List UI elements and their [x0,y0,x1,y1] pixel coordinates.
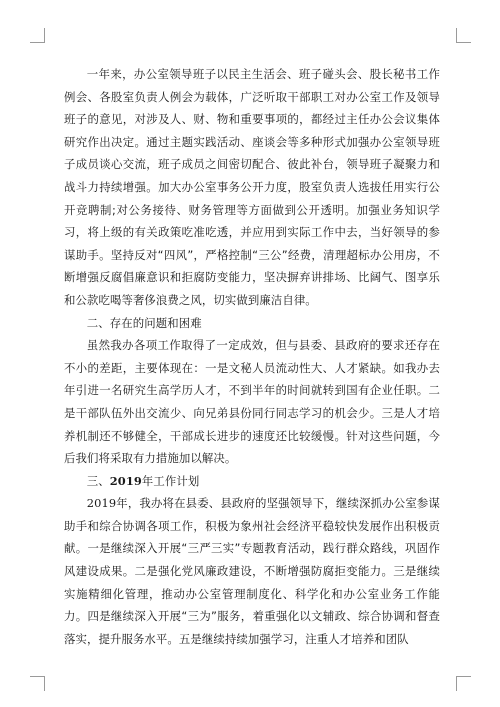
crop-mark-bottom-left [30,676,45,691]
crop-mark-bottom-right [456,676,471,691]
section-heading-problems: 二、存在的问题和困难 [86,315,202,330]
crop-mark-top-right [456,28,471,43]
section-heading-plan-prefix: 三、 [86,473,110,488]
paragraph-problems: 虽然我办各项工作取得了一定成效，但与县委、县政府的要求还存在不小的差距，主要体现在：一是文秘人员流动性大、人才紧缺。如我办去年引进一名研究生高学历人才，不到半年的时间就转到国有企业任职。二是干部队伍外出交流少、向兄弟县份同行同志学习的机会少。三是人才培养机制还不够健全，干部成长进步的速度还比较缓慢。针对这些问题，今后我们将采取有力措施加以解决。 [64,338,440,466]
section-heading-plan [64,470,440,493]
crop-mark-top-left [30,28,45,43]
document-body [64,63,440,650]
paragraph-plan-text: 年，我办将在县委、县政府的坚强领导下，继续深抓办公室参谋助手和综合协调各项工作，积极为象州社会经济平稳较快发展作出积极贡献。一是继续深入开展“三严三实”专题教育活动，践行群众路线，巩固作风建设成果。二是强化党风廉政建设，不断增强防腐拒变能力。三是继续实施精细化管理，推动办公室管理制度化、科学化和办公室业务工作能力。四是继续深入开展“三为”服务，着重强化以文辅政、综合协调和督查落实，提升服务水平。五是继续持续加强学习，注重人才培养和团队 [64,496,440,646]
paragraph-plan-year: 2019 [86,496,117,511]
paragraph-achievements: 一年来，办公室领导班子以民主生活会、班子碰头会、股长秘书工作例会、各股室负责人例会为载体，广泛听取干部职工对办公室工作及领导班子的意见，对涉及人、财、物和重要事项的，都经过主任办公会议集体研究作出决定。通过主题实践活动、座谈会等多种形式加强办公室领导班子成员谈心交流，班子成员之间密切配合、彼此补台，领导班子凝聚力和战斗力持续增强。加大办公室事务公开力度，股室负责人选拔任用实行公开竞聘制;对公务接待、财务管理等方面做到公开透明。加强业务知识学习，将上级的有关政策吃准吃透，并应用到实际工作中去，当好领导的参谋助手。坚持反对“四风”，严格控制“三公”经费，清理超标办公用房，不断增强反腐倡廉意识和拒腐防变能力，坚决摒弃讲排场、比阔气、图享乐和公款吃喝等奢侈浪费之风，切实做到廉洁自律。 [64,67,440,307]
section-heading-plan-suffix: 年工作计划 [141,473,200,488]
section-heading-plan-year: 2019 [109,473,142,488]
paragraph-plan [64,492,440,650]
